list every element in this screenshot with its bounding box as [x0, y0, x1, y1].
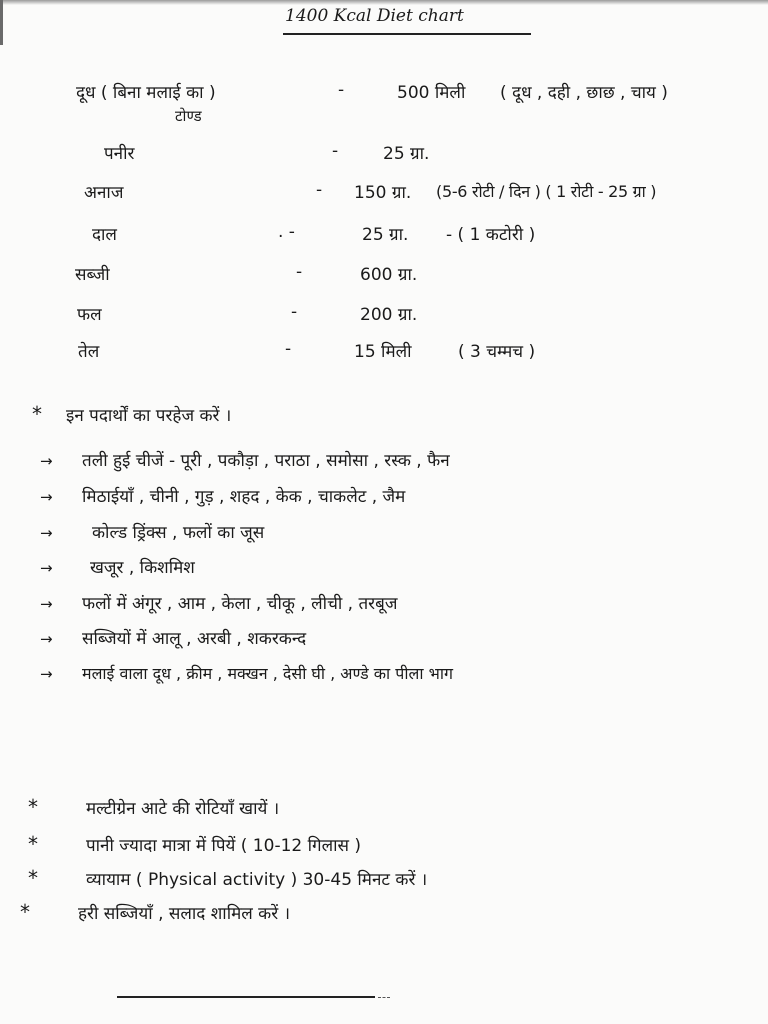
- page-top-edge: [0, 0, 768, 5]
- tip-text: हरी सब्जियाँ , सलाद शामिल करें ।: [78, 904, 291, 924]
- dash: -: [291, 302, 298, 322]
- tip-text: व्यायाम ( Physical activity ) 30-45 मिनट करें ।: [86, 870, 428, 890]
- star-bullet: *: [20, 900, 30, 924]
- tip-text: पानी ज्यादा मात्रा में पियें ( 10-12 गिलास ): [86, 836, 362, 856]
- dash: -: [338, 80, 345, 100]
- star-bullet: *: [28, 795, 38, 819]
- dash: . -: [278, 222, 295, 242]
- quantity-row-grain: [0, 180, 768, 210]
- item-name: तेल: [78, 342, 100, 362]
- arrow-bullet: →: [40, 524, 53, 542]
- quantity-row-fruit: [0, 302, 768, 332]
- item-name-sub: टोण्ड: [175, 107, 202, 125]
- item-name: फल: [77, 305, 102, 325]
- item-amount: 150 ग्रा.: [354, 183, 412, 203]
- page-left-edge: [0, 0, 3, 45]
- item-amount: 15 मिली: [354, 342, 412, 362]
- avoid-item-text: सब्जियों में आलू , अरबी , शकरकन्द: [82, 629, 307, 649]
- avoid-list-item: [40, 555, 195, 578]
- tip-item: [28, 795, 279, 819]
- quantity-row-oil: [0, 339, 768, 369]
- title-underline: [283, 33, 531, 35]
- arrow-bullet: →: [40, 630, 53, 648]
- tip-text: मल्टीग्रेन आटे की रोटियाँ खायें ।: [86, 799, 280, 819]
- tip-item: [28, 832, 361, 856]
- avoid-list-item: [40, 484, 405, 507]
- arrow-bullet: →: [40, 488, 53, 506]
- item-name: पनीर: [104, 144, 135, 164]
- arrow-bullet: →: [40, 559, 53, 577]
- dash: -: [332, 141, 339, 161]
- arrow-bullet: →: [40, 452, 53, 470]
- dash: -: [285, 339, 292, 359]
- arrow-bullet: →: [40, 595, 53, 613]
- item-amount: 25 ग्रा.: [362, 225, 409, 245]
- page-title: 1400 Kcal Diet chart: [285, 6, 464, 26]
- item-note: ( दूध , दही , छाछ , चाय ): [500, 83, 668, 103]
- tip-item: [28, 866, 427, 890]
- arrow-bullet: →: [40, 665, 53, 683]
- avoid-item-text: तली हुई चीजें - पूरी , पकौड़ा , पराठा , समोसा , रस्क , फैन: [82, 451, 450, 471]
- tip-item: [20, 900, 290, 924]
- item-amount: 500 मिली: [397, 83, 466, 103]
- avoid-list-item: [40, 626, 306, 649]
- avoid-item-text: कोल्ड ड्रिंक्स , फलों का जूस: [92, 523, 265, 543]
- item-amount: 600 ग्रा.: [360, 265, 418, 285]
- avoid-item-text: फलों में अंगूर , आम , केला , चीकू , लीची , तरबूज: [82, 594, 398, 614]
- star-bullet: *: [28, 832, 38, 856]
- quantity-row-vegetables: [0, 262, 768, 292]
- item-amount: 25 ग्रा.: [383, 144, 430, 164]
- dash: -: [296, 262, 303, 282]
- star-bullet: *: [28, 866, 38, 890]
- avoid-list-item: [40, 448, 450, 471]
- item-name: दाल: [92, 225, 117, 245]
- avoid-list-item: [40, 662, 453, 684]
- dash: -: [316, 180, 323, 200]
- avoid-list-item: [40, 520, 264, 543]
- item-amount: 200 ग्रा.: [360, 305, 418, 325]
- quantity-row-dal: [0, 222, 768, 252]
- quantity-row-paneer: [0, 141, 768, 171]
- avoid-list-item: [40, 591, 397, 614]
- avoid-heading-text: इन पदार्थों का परहेज करें ।: [66, 406, 232, 426]
- bottom-rule-tail: [378, 997, 390, 998]
- quantity-row-milk: [0, 80, 768, 110]
- item-name: दूध ( बिना मलाई का ): [76, 83, 216, 103]
- item-name: सब्जी: [75, 265, 110, 285]
- avoid-item-text: मलाई वाला दूध , क्रीम , मक्खन , देसी घी , अण्डे का पीला भाग: [82, 664, 453, 683]
- bottom-rule: [117, 996, 375, 998]
- avoid-item-text: खजूर , किशमिश: [90, 558, 195, 578]
- item-note: - ( 1 कटोरी ): [446, 225, 536, 245]
- star-bullet: *: [32, 402, 42, 426]
- item-name: अनाज: [84, 183, 124, 203]
- item-note: ( 3 चम्मच ): [458, 342, 536, 362]
- avoid-heading: [32, 402, 231, 426]
- item-note: (5-6 रोटी / दिन ) ( 1 रोटी - 25 ग्रा ): [436, 182, 657, 201]
- avoid-item-text: मिठाईयाँ , चीनी , गुड़ , शहद , केक , चाकलेट , जैम: [82, 487, 406, 507]
